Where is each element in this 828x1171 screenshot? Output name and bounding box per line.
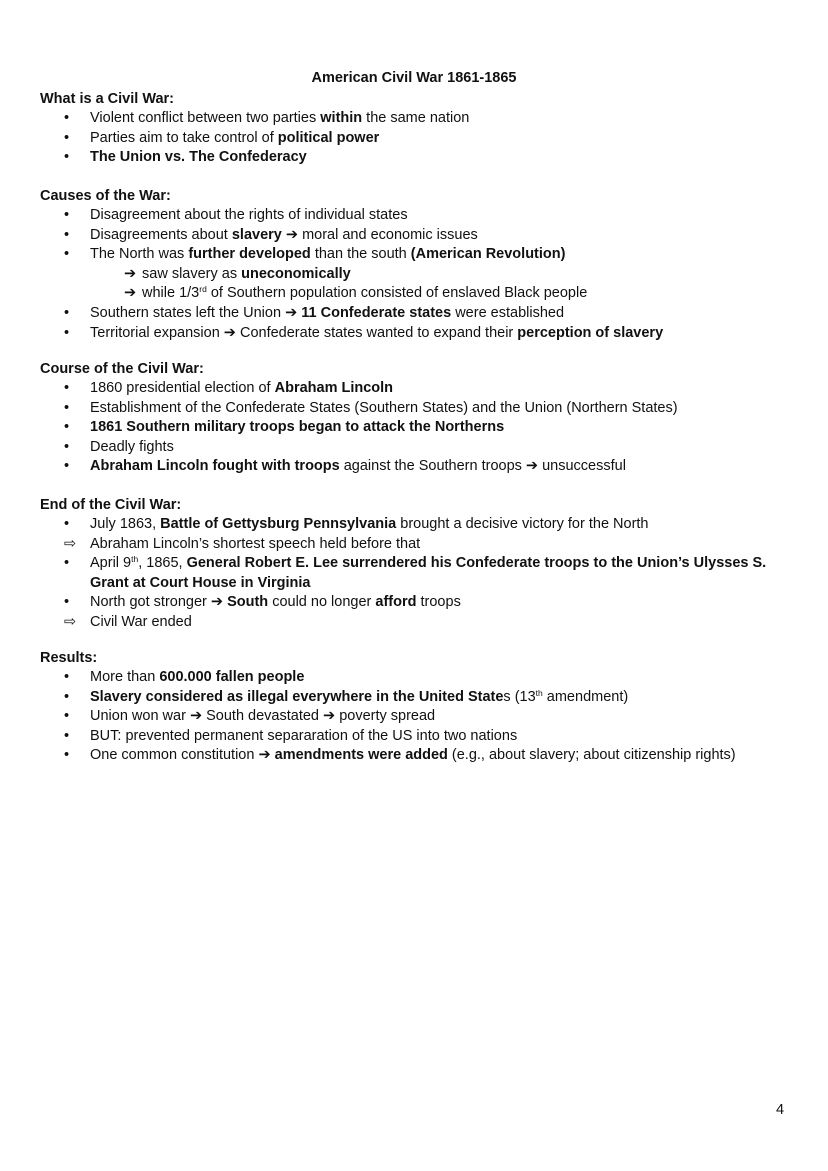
arrow-right-icon: ➔ bbox=[525, 458, 539, 475]
bullet-icon: • bbox=[64, 708, 70, 725]
bullet-icon: • bbox=[64, 438, 70, 455]
list-item: • BUT: prevented permanent separaration of the US into two nations bbox=[40, 727, 800, 747]
list-item: • 1860 presidential election of Abraham Lincoln bbox=[40, 379, 800, 399]
bullet-icon: • bbox=[64, 207, 70, 223]
bullet-icon: • bbox=[64, 419, 70, 436]
bullet-icon: • bbox=[64, 226, 70, 243]
bullet-icon: • bbox=[64, 688, 70, 705]
list-item: • Abraham Lincoln fought with troops against the Southern troops ➔ unsuccessful bbox=[40, 457, 800, 477]
list-item: • One common constitution ➔ amendments were added (e.g., about slavery; about citizenship rights) bbox=[40, 746, 800, 766]
bullet-icon: • bbox=[64, 555, 70, 572]
list-item: • Establishment of the Confederate States (Southern States) and the Union (Northern States) bbox=[40, 399, 800, 419]
list-item: • Disagreements about slavery ➔ moral and economic issues bbox=[40, 226, 800, 246]
list-item: • July 1863, Battle of Gettysburg Pennsylvania brought a decisive victory for the North bbox=[40, 515, 800, 535]
bullet-icon: • bbox=[64, 458, 70, 475]
list-item: • Southern states left the Union ➔ 11 Confederate states were established bbox=[40, 304, 800, 324]
list-item: • Slavery considered as illegal everywhere in the United States (13th amendment) bbox=[40, 688, 800, 708]
section-heading: Course of the Civil War: bbox=[40, 361, 204, 377]
section-heading: End of the Civil War: bbox=[40, 497, 182, 513]
hollow-arrow-icon: ⇨ bbox=[64, 613, 77, 630]
bullet-icon: • bbox=[64, 324, 70, 341]
list-item: • The North was further developed than the south (American Revolution) bbox=[40, 245, 800, 265]
section-heading: Results: bbox=[40, 650, 98, 666]
list-item: • Territorial expansion ➔ Confederate states wanted to expand their perception of slavery bbox=[40, 324, 800, 344]
list-item: • Deadly fights bbox=[40, 438, 800, 458]
page-number: 4 bbox=[776, 1102, 785, 1118]
section-course bbox=[40, 359, 800, 477]
bullet-icon: • bbox=[64, 747, 70, 764]
section-what-is-civil-war bbox=[40, 89, 800, 168]
bullet-icon: • bbox=[64, 304, 70, 321]
arrow-right-icon: ➔ bbox=[285, 304, 298, 321]
list-item: ⇨ Abraham Lincoln’s shortest speech held before that bbox=[40, 535, 800, 555]
section-causes bbox=[40, 186, 800, 343]
bullet-icon: • bbox=[64, 246, 70, 263]
sub-list-item: ➔ saw slavery as uneconomically bbox=[40, 265, 800, 285]
bullet-icon: • bbox=[64, 727, 70, 744]
bullet-icon: • bbox=[64, 129, 70, 146]
bullet-icon: • bbox=[64, 110, 70, 126]
arrow-right-icon: ➔ bbox=[124, 285, 137, 302]
section-heading: Causes of the War: bbox=[40, 188, 171, 204]
list-item: • Parties aim to take control of political power bbox=[40, 129, 800, 149]
section-end bbox=[40, 495, 800, 633]
document-title: American Civil War 1861-1865 bbox=[311, 70, 517, 86]
arrow-right-icon: ➔ bbox=[124, 265, 137, 282]
bullet-icon: • bbox=[64, 399, 70, 416]
arrow-right-icon: ➔ bbox=[189, 708, 203, 725]
hollow-arrow-icon: ⇨ bbox=[64, 535, 77, 552]
list-item: • North got stronger ➔ South could no longer afford troops bbox=[40, 593, 800, 613]
bullet-icon: • bbox=[64, 149, 70, 166]
list-item: • Union won war ➔ South devastated ➔ poverty spread bbox=[40, 707, 800, 727]
list-item: • The Union vs. The Confederacy bbox=[40, 148, 800, 168]
arrow-right-icon: ➔ bbox=[323, 708, 336, 725]
list-item: • Disagreement about the rights of individual states bbox=[40, 206, 800, 226]
bullet-icon: • bbox=[64, 380, 70, 396]
list-item: • More than 600.000 fallen people bbox=[40, 668, 800, 688]
section-heading: What is a Civil War: bbox=[40, 91, 175, 107]
arrow-right-icon: ➔ bbox=[223, 324, 236, 341]
arrow-right-icon: ➔ bbox=[258, 747, 271, 764]
section-results bbox=[40, 648, 800, 766]
bullet-icon: • bbox=[64, 669, 70, 685]
arrow-right-icon: ➔ bbox=[210, 594, 224, 611]
list-item: • 1861 Southern military troops began to attack the Northerns bbox=[40, 418, 800, 438]
sub-list-item: ➔ while 1/3rd of Southern population consisted of enslaved Black people bbox=[40, 284, 800, 304]
arrow-right-icon: ➔ bbox=[285, 226, 299, 243]
bullet-icon: • bbox=[64, 594, 70, 611]
bullet-icon: • bbox=[64, 516, 70, 532]
list-item: • Violent conflict between two parties within the same nation bbox=[40, 109, 800, 129]
list-item: • April 9th, 1865, General Robert E. Lee surrendered his Confederate troops to the Union’s Ulysses S. Grant at Court House in Virginia bbox=[64, 554, 767, 591]
list-item: ⇨ Civil War ended bbox=[40, 613, 800, 633]
